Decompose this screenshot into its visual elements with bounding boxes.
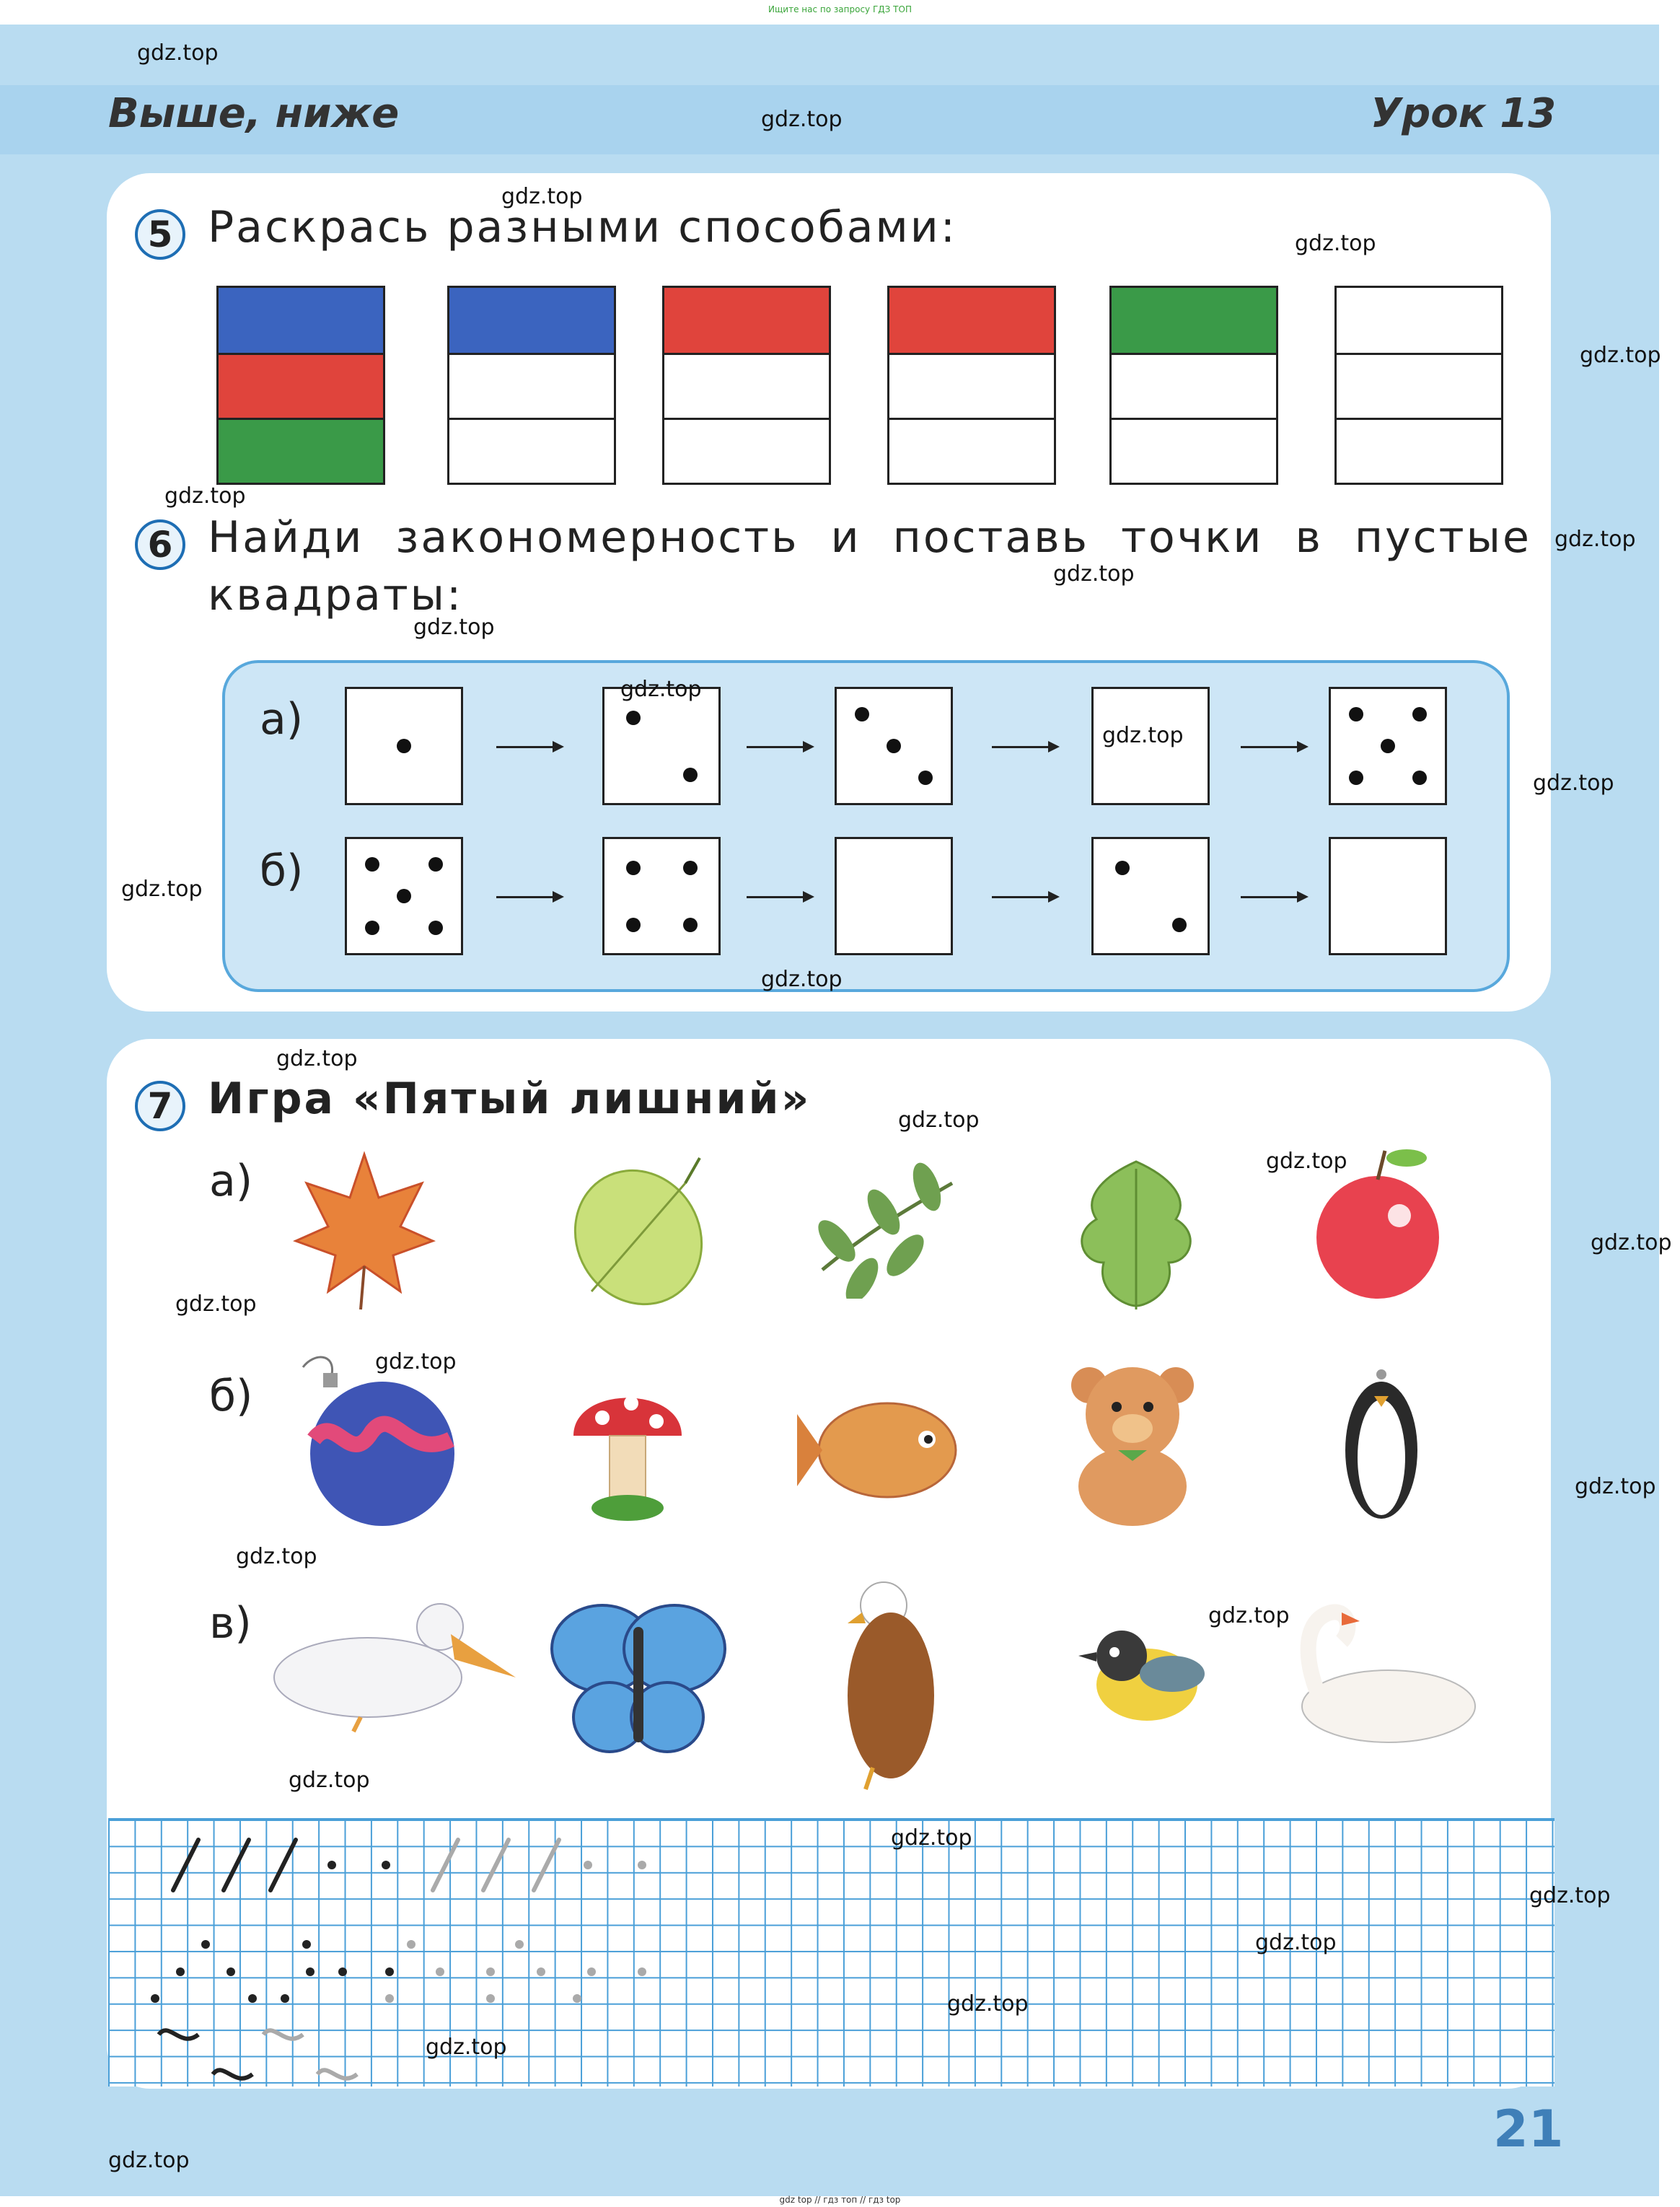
flag-stripe[interactable] [889, 288, 1054, 353]
row-a-label-7: а) [209, 1156, 253, 1206]
arrow-right-icon [992, 896, 1057, 898]
task-6-number: 6 [135, 519, 185, 570]
page-title: Выше, ниже [108, 90, 400, 137]
task-5-text: Раскрась разными способами: [208, 202, 958, 253]
watermark: gdz.top [413, 615, 495, 640]
arrow-right-icon [992, 746, 1057, 748]
flag-stripe[interactable] [1112, 353, 1276, 418]
arrow-right-icon [1241, 746, 1306, 748]
watermark: gdz.top [426, 2035, 507, 2060]
toy-fish-picture [793, 1371, 967, 1522]
dot [1412, 771, 1427, 785]
row-a-box-5 [1329, 687, 1447, 805]
dot [887, 739, 901, 753]
flag-stripe[interactable] [664, 418, 829, 483]
flag-stripe[interactable] [449, 353, 614, 418]
dot [365, 921, 379, 935]
watermark: gdz.top [1053, 561, 1135, 587]
teddy-bear-picture [1046, 1353, 1219, 1526]
watermark: gdz.top [501, 184, 583, 209]
row-b-label-7: б) [209, 1371, 253, 1421]
dot [626, 918, 641, 932]
dot [855, 707, 869, 721]
dot [683, 768, 698, 782]
watermark: gdz.top [947, 1991, 1029, 2017]
dot [428, 921, 443, 935]
birch-leaf-picture [563, 1154, 714, 1313]
row-b-box-1 [345, 837, 463, 955]
ash-branch-picture [808, 1154, 959, 1299]
watermark: gdz.top [1529, 1883, 1611, 1908]
watermark: gdz.top [137, 40, 219, 66]
watermark: gdz.top [1295, 231, 1376, 256]
task-5-number: 5 [135, 209, 185, 260]
flag-stripe[interactable] [889, 353, 1054, 418]
swan-picture [1280, 1598, 1482, 1750]
flag-stripe[interactable] [449, 418, 614, 483]
arrow-right-icon [496, 746, 561, 748]
row-a-box-1 [345, 687, 463, 805]
watermark: gdz.top [236, 1544, 317, 1569]
dot [683, 918, 698, 932]
page-number: 21 [1493, 2099, 1564, 2159]
watermark: gdz.top [891, 1825, 972, 1851]
flag-stripe[interactable] [1337, 418, 1501, 483]
watermark: gdz.top [1580, 343, 1661, 368]
watermark: gdz.top [121, 877, 203, 902]
dot [683, 861, 698, 875]
row-b-label: б) [260, 846, 304, 896]
arrow-right-icon [747, 896, 812, 898]
maple-leaf-picture [292, 1147, 436, 1313]
watermark: gdz.top [1554, 527, 1636, 552]
task-7-text: Игра «Пятый лишний» [208, 1074, 812, 1124]
task-6-text-line1: Найди закономерность и поставь точки в пустые [208, 512, 1531, 563]
dot [1115, 861, 1130, 875]
watermark: gdz.top [1575, 1474, 1656, 1499]
writing-samples [108, 1818, 656, 2085]
top-note: Ищите нас по запросу ГДЗ ТОП [768, 4, 912, 14]
watermark: gdz.top [761, 967, 843, 992]
flag-stripe[interactable] [664, 288, 829, 353]
flag-stripe[interactable] [1112, 418, 1276, 483]
flag-stripe[interactable] [1337, 288, 1501, 353]
dot [428, 857, 443, 872]
small-bird-picture [1075, 1620, 1212, 1735]
flag-6[interactable] [1334, 286, 1503, 485]
dot [626, 711, 641, 725]
row-c-label-7: в) [209, 1598, 252, 1649]
row-a-box-2 [602, 687, 721, 805]
flag-4[interactable] [887, 286, 1056, 485]
flag-5[interactable] [1109, 286, 1278, 485]
flag-stripe[interactable] [219, 418, 383, 483]
flag-2[interactable] [447, 286, 616, 485]
watermark: gdz.top [164, 483, 246, 509]
task-7-number: 7 [135, 1081, 185, 1131]
arrow-right-icon [747, 746, 812, 748]
row-b-box-3[interactable] [835, 837, 953, 955]
row-a-label: а) [260, 694, 304, 745]
flag-stripe[interactable] [219, 353, 383, 418]
watermark: gdz.top [1255, 1930, 1337, 1955]
flag-3[interactable] [662, 286, 831, 485]
flag-stripe[interactable] [219, 288, 383, 353]
watermark: gdz.top [289, 1768, 370, 1793]
flag-1[interactable] [216, 286, 385, 485]
watermark: gdz.top [1591, 1230, 1672, 1255]
watermark: gdz.top [1208, 1603, 1290, 1628]
dot [1172, 918, 1187, 932]
flag-stripe[interactable] [1337, 353, 1501, 418]
watermark: gdz.top [1102, 723, 1184, 748]
eagle-picture [822, 1573, 952, 1796]
watermark: gdz.top [108, 2148, 190, 2173]
watermark: gdz.top [761, 107, 843, 132]
dot [626, 861, 641, 875]
watermark: gdz.top [1266, 1149, 1347, 1174]
butterfly-picture [548, 1598, 729, 1757]
dot [1412, 707, 1427, 721]
dot [397, 889, 411, 903]
watermark: gdz.top [175, 1291, 257, 1317]
row-a-box-3 [835, 687, 953, 805]
dot [918, 771, 933, 785]
watermark: gdz.top [276, 1046, 358, 1071]
dot [397, 739, 411, 753]
flag-stripe[interactable] [664, 353, 829, 418]
dot [1349, 771, 1363, 785]
watermark: gdz.top [620, 677, 702, 702]
bottom-note: gdz top // гдз топ // гдз top [779, 2195, 901, 2205]
lesson-number: Урок 13 [1371, 90, 1557, 137]
pelican-picture [267, 1591, 519, 1735]
toy-penguin-picture [1327, 1335, 1435, 1522]
row-b-box-2 [602, 837, 721, 955]
watermark: gdz.top [898, 1107, 980, 1133]
dot [1381, 739, 1395, 753]
oak-leaf-picture [1068, 1154, 1205, 1313]
dot [1349, 707, 1363, 721]
flag-stripe[interactable] [449, 288, 614, 353]
toy-mushroom-picture [566, 1356, 689, 1530]
watermark: gdz.top [1533, 771, 1614, 796]
watermark: gdz.top [375, 1349, 457, 1374]
row-b-box-4 [1091, 837, 1210, 955]
arrow-right-icon [496, 896, 561, 898]
flag-stripe[interactable] [889, 418, 1054, 483]
arrow-right-icon [1241, 896, 1306, 898]
task-6-text-line2: квадраты: [208, 570, 464, 620]
dot [365, 857, 379, 872]
flag-stripe[interactable] [1112, 288, 1276, 353]
row-b-box-5[interactable] [1329, 837, 1447, 955]
